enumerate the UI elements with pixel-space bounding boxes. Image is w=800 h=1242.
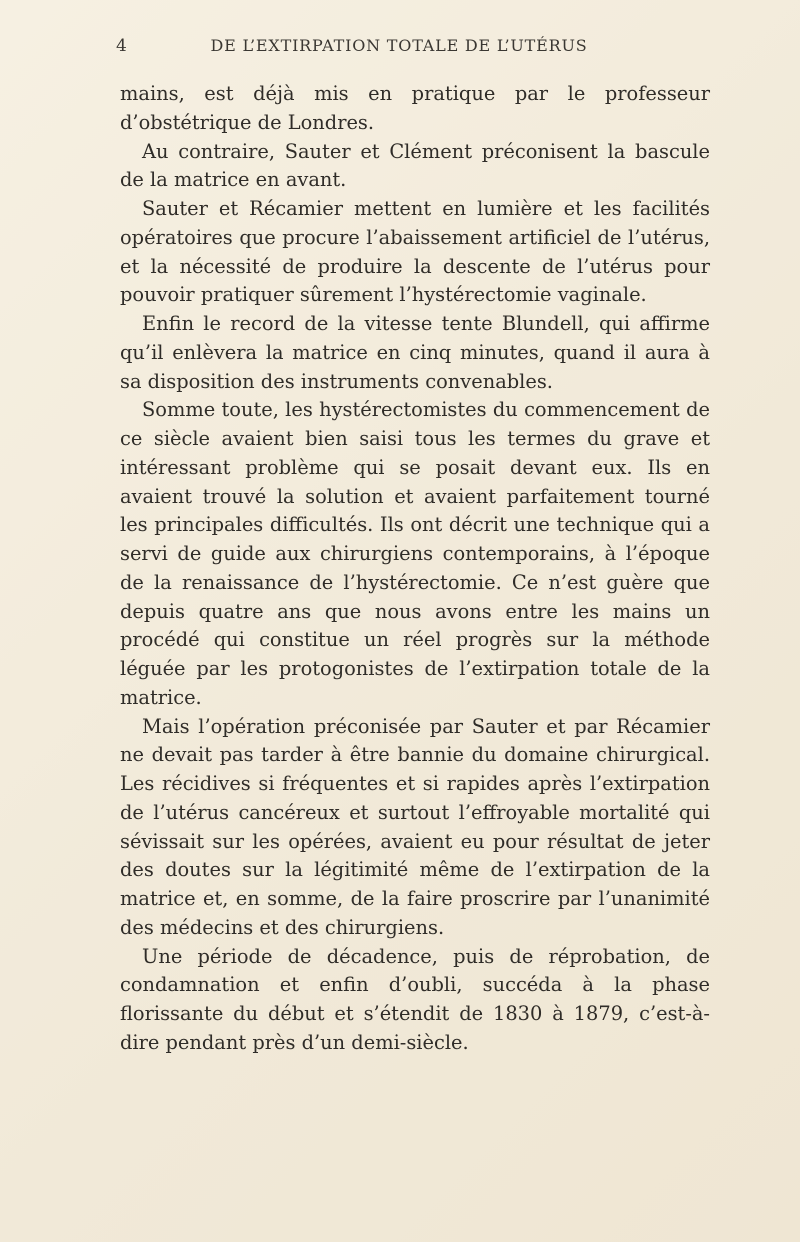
paragraph: Enfin le record de la vitesse tente Blundell, qui affirme qu’il enlèvera la matrice en cinq minutes, quand il aura à sa disposition des instruments convenables. bbox=[120, 312, 710, 393]
body-text bbox=[120, 80, 710, 1058]
paragraph: Une période de décadence, puis de réprobation, de condamnation et enfin d’oubli, succéda à la phase florissante du début et s’étendit de 1830 à 1879, c’est-à-dire pendant près d’un demi-siècle. bbox=[120, 944, 710, 1054]
paragraph: Mais l’opération préconisée par Sauter et par Récamier ne devait pas tarder à être bannie du domaine chirurgical. Les récidives si fréquentes et si rapides après l’extirpation de l’utérus cancéreux et surtout l’effroyable mortalité qui sévissait sur les opérées, avaient eu pour résultat de jeter des doutes sur la légitimité même de l’extirpation de la matrice et, en somme, de la faire proscrire par l’unanimité des médecins et des chirurgiens. bbox=[120, 714, 710, 939]
paragraph: Sauter et Récamier mettent en lumière et les facilités opératoires que procure l’abaissement artificiel de l’utérus, et la nécessité de produire la descente de l’utérus pour pouvoir pratiquer sûrement l’hystérectomie vaginale. bbox=[120, 197, 710, 307]
paragraph: Somme toute, les hystérectomistes du commencement de ce siècle avaient bien saisi tous les termes du grave et intéressant problème qui se posait devant eux. Ils en avaient trouvé la solution et avaient parfaitement tourné les principales difficultés. Ils ont décrit une technique qui a servi de guide aux chirurgiens contemporains, à l’époque de la renaissance de l’hystérectomie. Ce n’est guère que depuis quatre ans que nous avons entre les mains un procédé qui constitue un réel progrès sur la méthode léguée par les protogonistes de l’extirpation totale de la matrice. bbox=[120, 398, 710, 709]
paragraph: Au contraire, Sauter et Clément préconisent la bascule de la matrice en avant. bbox=[120, 139, 710, 192]
page-header bbox=[108, 36, 690, 62]
paragraph: mains, est déjà mis en pratique par le professeur d’obstétrique de Londres. bbox=[120, 82, 710, 134]
page-number: 4 bbox=[116, 36, 128, 56]
running-title: DE L’EXTIRPATION TOTALE DE L’UTÉRUS bbox=[210, 36, 588, 55]
